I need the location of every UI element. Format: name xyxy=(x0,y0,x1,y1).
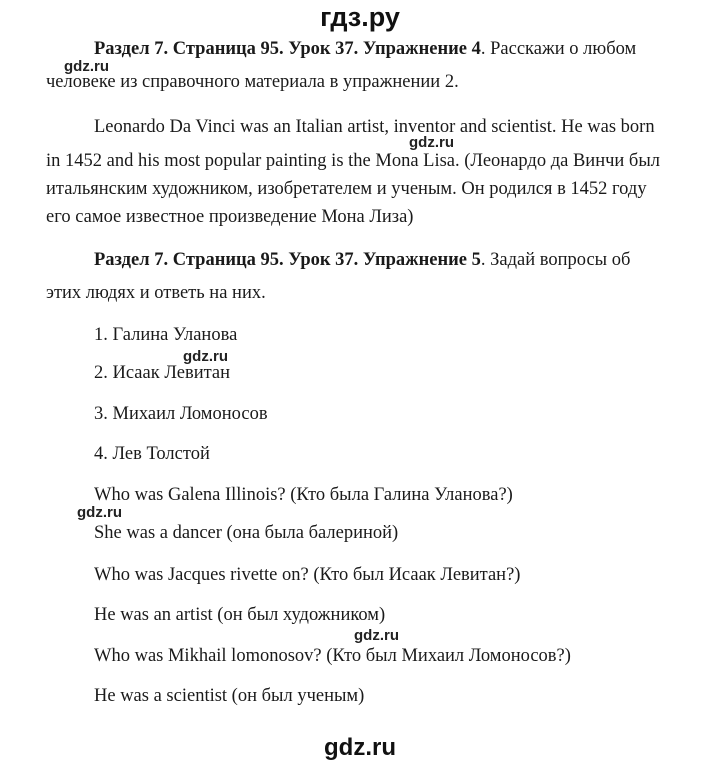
exercise-5-heading: Раздел 7. Страница 95. Урок 37. Упражнение 5 xyxy=(94,250,481,270)
qa-line: Who was Galena Illinois? (Кто была Галина Уланова?) xyxy=(94,485,513,505)
exercise-4-instruction-cont: человеке из справочного материала в упражнении 2. xyxy=(46,72,459,92)
exercise-4-heading-line xyxy=(94,39,636,60)
exercise-4-answer-line: in 1452 and his most popular painting is the Mona Lisa. (Леонардо да Винчи был xyxy=(46,151,661,171)
qa-line: He was a scientist (он был ученым) xyxy=(94,686,365,706)
person-list-item: 4. Лев Толстой xyxy=(94,444,210,464)
watermark: gdz.ru xyxy=(77,504,122,521)
qa-line: Who was Jacques rivette on? (Кто был Исаак Левитан?) xyxy=(94,565,521,585)
exercise-4-answer-line: Leonardo Da Vinci was an Italian artist, inventor and scientist. He was born xyxy=(94,117,655,137)
exercise-4-answer-line: итальянским художником, изобретателем и ученым. Он родился в 1452 году xyxy=(46,179,647,199)
person-list-item: 1. Галина Уланова xyxy=(94,325,238,345)
site-footer: gdz.ru xyxy=(324,734,396,761)
person-list-item: 2. Исаак Левитан xyxy=(94,363,231,383)
qa-line: He was an artist (он был художником) xyxy=(94,605,386,625)
exercise-5-instruction: . Задай вопросы об xyxy=(480,250,631,270)
exercise-4-instruction: . Расскажи о любом xyxy=(480,39,637,59)
watermark: gdz.ru xyxy=(409,134,454,151)
exercise-5-instruction-cont: этих людях и ответь на них. xyxy=(46,283,266,303)
qa-line: She was a dancer (она была балериной) xyxy=(94,523,399,543)
watermark: gdz.ru xyxy=(64,58,109,75)
exercise-4-heading: Раздел 7. Страница 95. Урок 37. Упражнение 4 xyxy=(94,39,481,59)
person-list-item: 3. Михаил Ломоносов xyxy=(94,404,268,424)
site-title-top: гдз.ру xyxy=(320,2,400,32)
exercise-5-heading-line xyxy=(94,250,630,271)
watermark: gdz.ru xyxy=(183,348,228,365)
qa-line: Who was Mikhail lomonosov? (Кто был Михаил Ломоносов?) xyxy=(94,646,571,666)
watermark: gdz.ru xyxy=(354,627,399,644)
exercise-4-answer-line: его самое известное произведение Мона Лиза) xyxy=(46,207,414,227)
